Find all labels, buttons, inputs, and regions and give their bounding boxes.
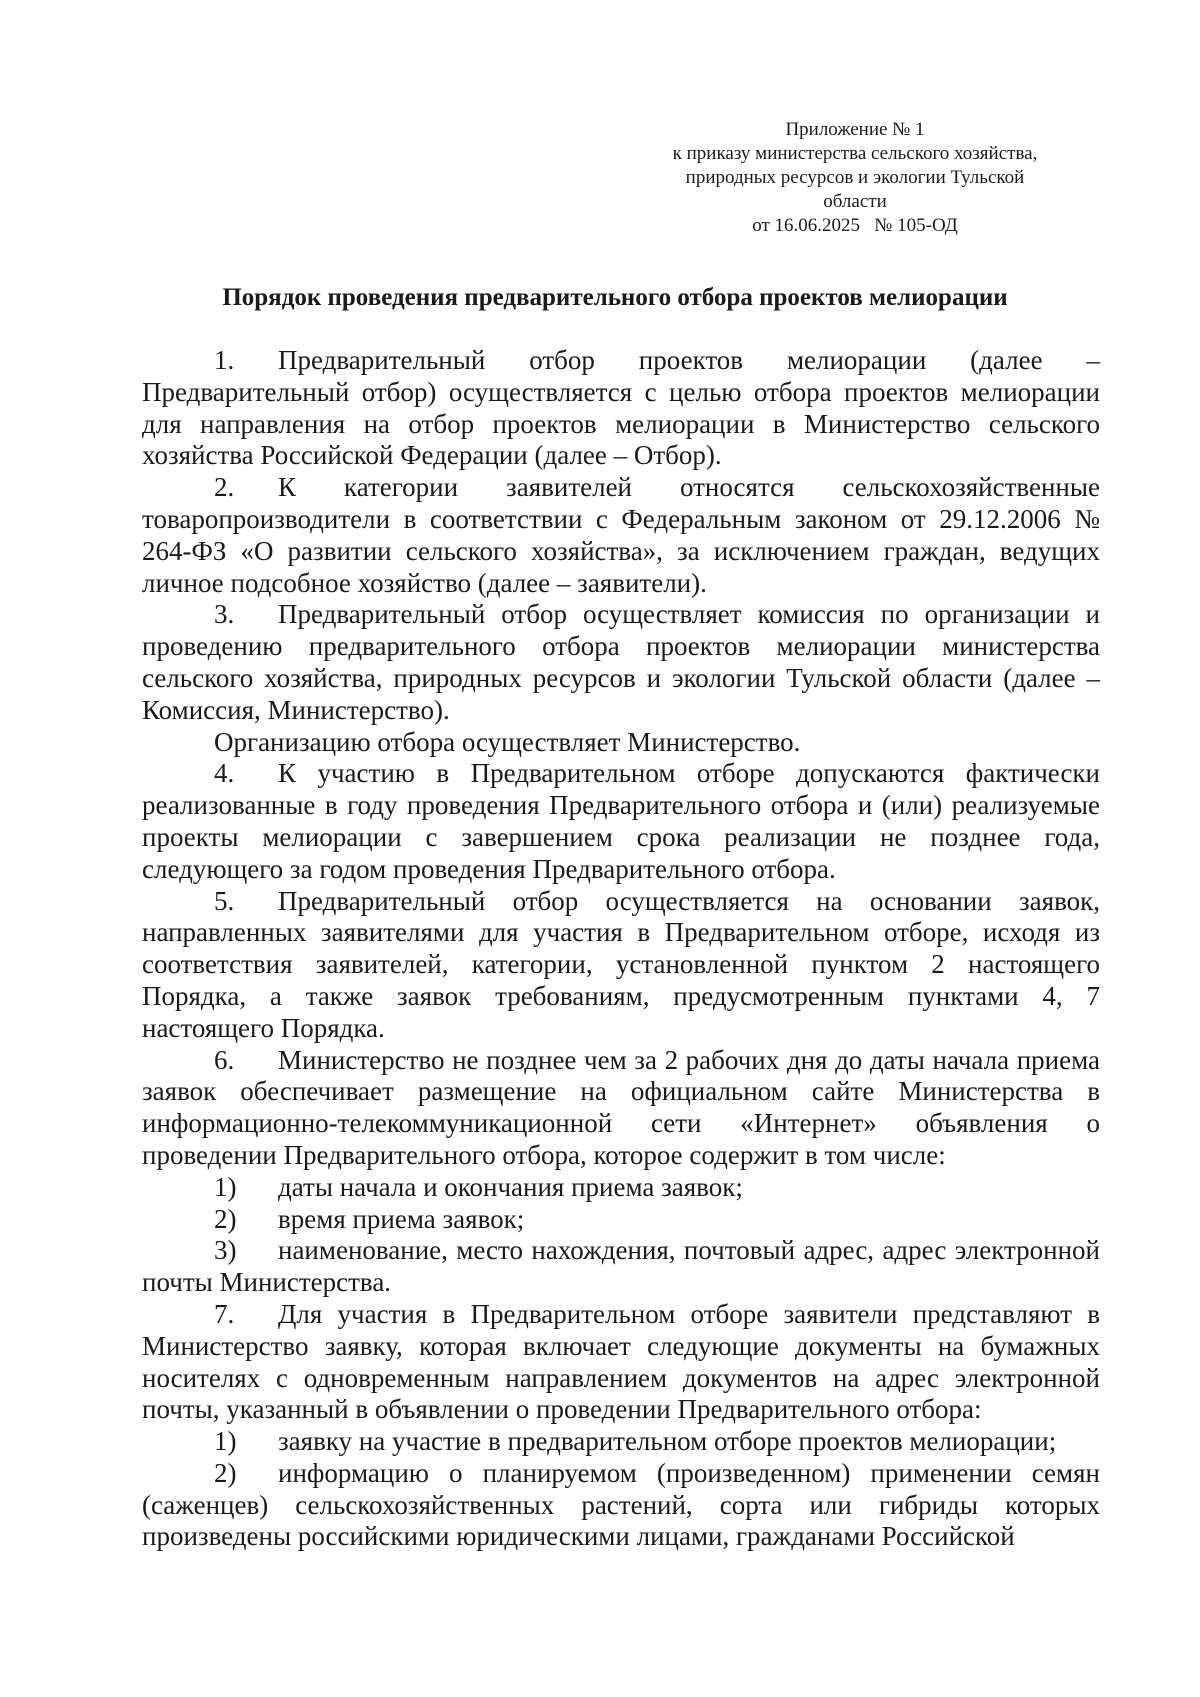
paragraph-number: 5. bbox=[214, 885, 235, 916]
paragraph-number: 2. bbox=[214, 472, 235, 503]
sub-item-number: 1) bbox=[214, 1426, 237, 1457]
sub-item-text: информацию о планируемом (произведенном) применении семян (саженцев) сельскохозяйственных растений, сорта или гибриды которых произведены российскими юридическими лицами, гражданами Российской bbox=[142, 1457, 1100, 1552]
paragraph-text: Предварительный отбор проектов мелиорации (далее – Предварительный отбор) осуществляется с целью отбора проектов мелиорации для направления на отбор проектов мелиорации в Министерство сельского хозяйства Российской Федерации (далее – Отбор). bbox=[142, 345, 1100, 471]
appendix-header bbox=[610, 118, 1100, 238]
ministry-name-line: природных ресурсов и экологии Тульской bbox=[685, 167, 1025, 188]
paragraph-number: 1. bbox=[214, 345, 235, 375]
paragraph-3-continuation bbox=[142, 727, 1100, 759]
sub-item-number: 3) bbox=[214, 1235, 237, 1266]
paragraph-3 bbox=[142, 599, 1100, 726]
sub-item-7-2 bbox=[142, 1458, 1100, 1553]
order-reference-line: к приказу министерства сельского хозяйства, bbox=[672, 143, 1038, 164]
paragraph-number: 3. bbox=[214, 599, 235, 630]
paragraph-2 bbox=[142, 472, 1100, 599]
paragraph-7 bbox=[142, 1299, 1100, 1426]
paragraph-text: Министерство не позднее чем за 2 рабочих дня до даты начала приема заявок обеспечивает размещение на официальном сайте Министерства в информационно-телекоммуникационной сети «Интернет» объявления о проведении Предварительного отбора, которое содержит в том числе: bbox=[142, 1044, 1100, 1170]
sub-item-text: наименование, место нахождения, почтовый адрес, адрес электронной почты Министерства. bbox=[142, 1235, 1100, 1298]
sub-item-text: время приема заявок; bbox=[278, 1203, 525, 1234]
paragraph-text: Предварительный отбор осуществляется на основании заявок, направленных заявителями для участия в Предварительном отборе, исходя из соответствия заявителей, категории, установленной пунктом 2 настоящего Порядка, а также заявок требованиям, предусмотренным пунктами 4, 7 настоящего Порядка. bbox=[142, 885, 1100, 1043]
paragraph-4 bbox=[142, 758, 1100, 885]
sub-item-number: 2) bbox=[214, 1457, 237, 1488]
sub-item-number: 1) bbox=[214, 1171, 237, 1202]
paragraph-number: 7. bbox=[214, 1298, 235, 1329]
paragraph-5 bbox=[142, 886, 1100, 1045]
sub-item-text: даты начала и окончания приема заявок; bbox=[278, 1171, 743, 1202]
paragraph-number: 4. bbox=[214, 758, 235, 789]
sub-item-6-3 bbox=[142, 1235, 1100, 1299]
paragraph-text: К участию в Предварительном отборе допускаются фактически реализованные в году проведения Предварительного отбора и (или) реализуемые проекты мелиорации с завершением срока реализации не позднее года, следующего за годом проведения Предварительного отбора. bbox=[142, 758, 1100, 884]
sub-item-number: 2) bbox=[214, 1203, 237, 1234]
paragraph-1 bbox=[142, 345, 1100, 472]
paragraph-text: Организацию отбора осуществляет Министерство. bbox=[214, 726, 801, 757]
sub-item-6-2 bbox=[142, 1204, 1100, 1236]
sub-item-text: заявку на участие в предварительном отборе проектов мелиорации; bbox=[278, 1426, 1057, 1457]
sub-item-7-1 bbox=[142, 1426, 1100, 1458]
paragraph-text: Для участия в Предварительном отборе заявители представляют в Министерство заявку, которая включает следующие документы на бумажных носителях с одновременным направлением документов на адрес электронной почты, указанный в объявлении о проведении Предварительного отбора: bbox=[142, 1298, 1100, 1425]
region-line: области bbox=[823, 191, 887, 212]
appendix-number: Приложение № 1 bbox=[785, 119, 925, 140]
sub-item-6-1 bbox=[142, 1172, 1100, 1204]
order-date-number: от 16.06.2025 № 105-ОД bbox=[752, 215, 958, 236]
document-title: Порядок проведения предварительного отбора проектов мелиорации bbox=[222, 284, 1008, 311]
paragraph-text: К категории заявителей относятся сельскохозяйственные товаропроизводители в соответствии с Федеральным законом от 29.12.2006 № 264-ФЗ «О развитии сельского хозяйства», за исключением граждан, ведущих личное подсобное хозяйство (далее – заявители). bbox=[142, 472, 1100, 598]
paragraph-number: 6. bbox=[214, 1044, 235, 1075]
paragraph-6 bbox=[142, 1045, 1100, 1172]
paragraph-text: Предварительный отбор осуществляет комиссия по организации и проведению предварительного отбора проектов мелиорации министерства сельского хозяйства, природных ресурсов и экологии Тульской области (далее – Комиссия, Министерство). bbox=[142, 599, 1100, 725]
document-body bbox=[142, 345, 1100, 1553]
